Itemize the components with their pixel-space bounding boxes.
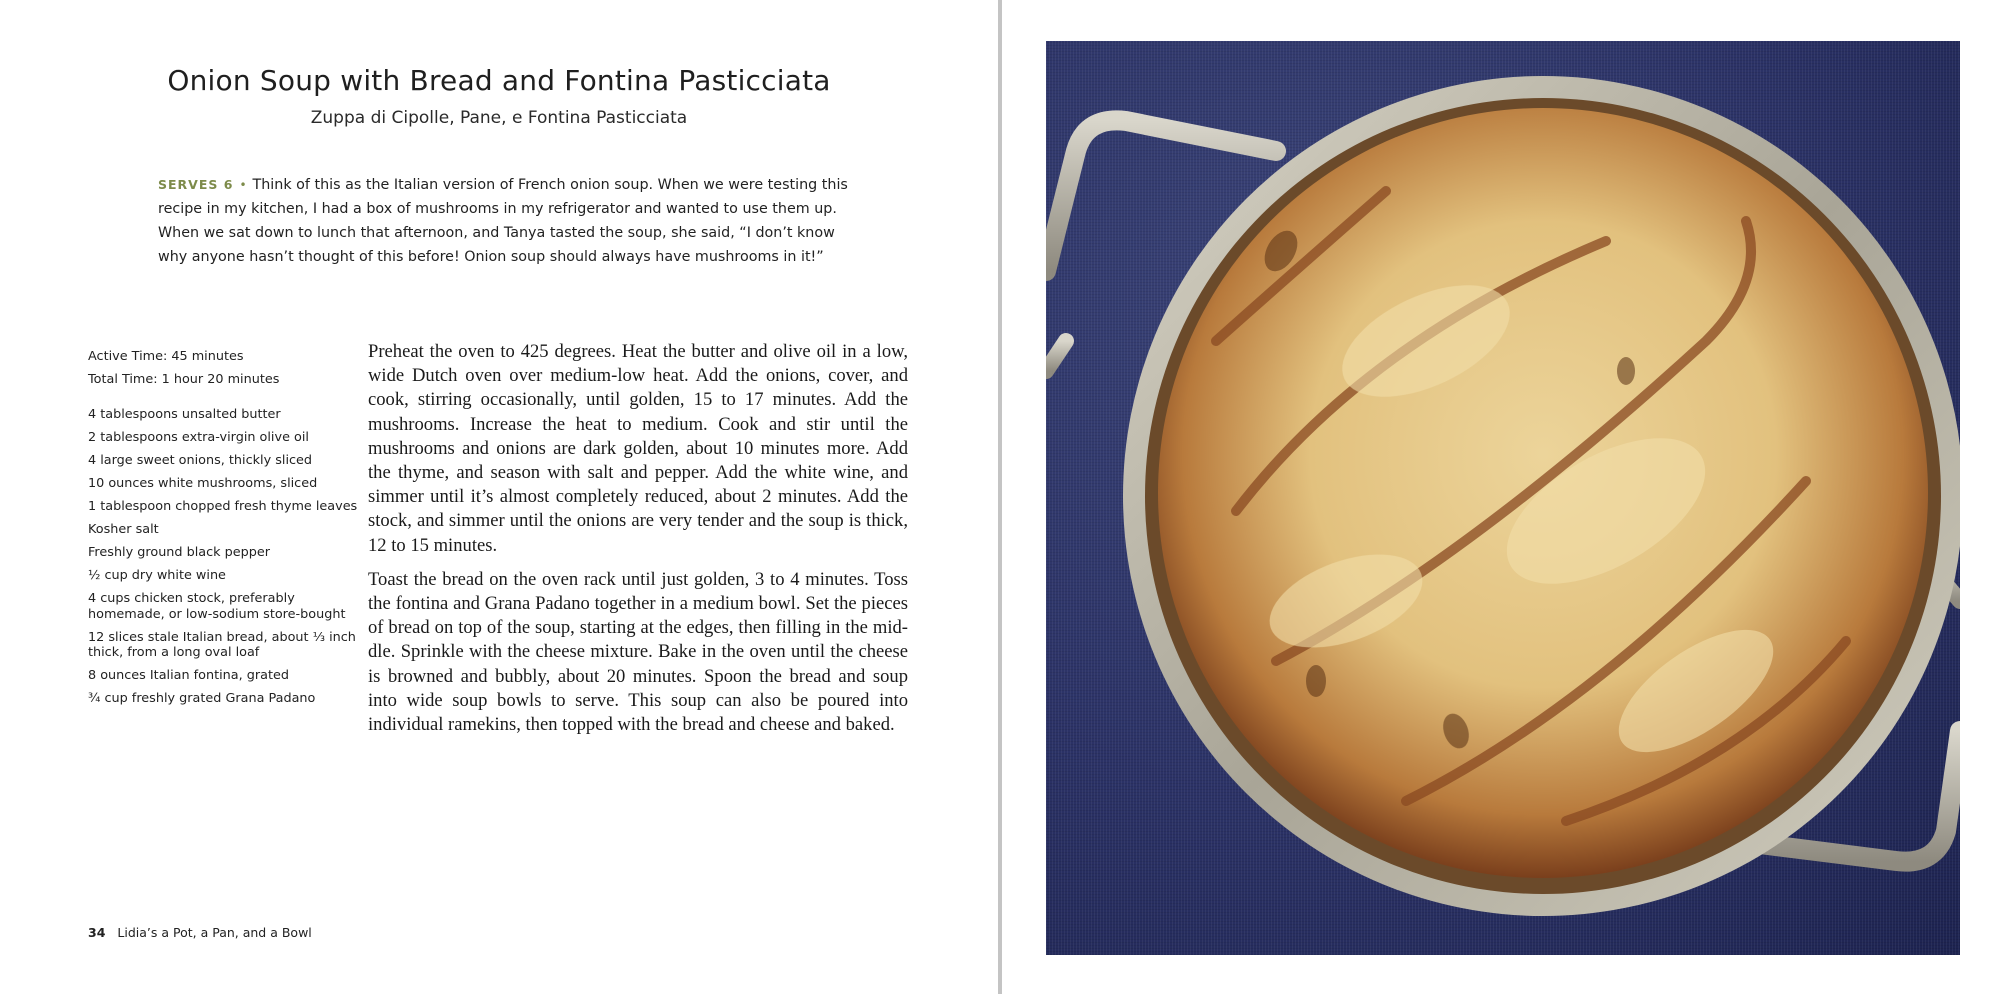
ingredient-list — [88, 407, 358, 714]
soup-pan-illustration — [1046, 41, 1960, 955]
ingredient-item: 2 tablespoons extra-virgin olive oil — [88, 430, 309, 445]
ingredient-item: 4 tablespoons unsalted butter — [88, 407, 281, 422]
bullet-separator: • — [239, 178, 247, 192]
active-time: Active Time: 45 minutes — [88, 349, 244, 364]
ingredient-item: 4 cups chicken stock, preferably homemade, or low-sodium store-bought — [88, 591, 346, 622]
ingredient-item: Kosher salt — [88, 522, 159, 537]
total-time: Total Time: 1 hour 20 minutes — [88, 372, 280, 387]
method-paragraph: Toast the bread on the oven rack until just golden, 3 to 4 minutes. Toss the fontina and Grana Padano together in a medium bowl. Set the pieces of bread on top of the soup, starting at the edges, then filling in the middle. Sprinkle with the cheese mixture. Bake in the oven until the cheese is browned and bubbly, about 20 minutes. Spoon the bread and soup into wide soup bowls to serve. This soup can also be poured into individual ramekins, then topped with the bread and cheese and baked. — [368, 568, 908, 736]
method-paragraph: Preheat the oven to 425 degrees. Heat the butter and olive oil in a low, wide Dutch oven over medium-low heat. Add the onions, cover, and cook, stirring occasionally, until golden, 15 to 17 minutes. Add the mushrooms. Increase the heat to medium. Cook and stir until the mushrooms and onions are dark golden, about 10 minutes more. Add the thyme, and season with salt and pepper. Add the white wine, and simmer until it’s almost completely reduced, about 2 minutes. Add the stock, and simmer until the onions are very tender and the soup is thick, 12 to 15 minutes. — [368, 341, 908, 556]
recipe-times — [88, 345, 358, 391]
recipe-subtitle: Zuppa di Cipolle, Pane, e Fontina Pasticciata — [310, 108, 688, 128]
method-text — [368, 340, 908, 747]
serves-label: SERVES 6 — [158, 177, 234, 192]
ingredient-item: 12 slices stale Italian bread, about ⅓ inch thick, from a long oval loaf — [88, 629, 356, 660]
page-footer — [88, 925, 312, 940]
ingredient-item: Freshly ground black pepper — [88, 545, 271, 560]
ingredient-item: 8 ounces Italian fontina, grated — [88, 668, 290, 683]
ingredient-item: 4 large sweet onions, thickly sliced — [88, 453, 313, 468]
ingredient-item: ½ cup dry white wine — [88, 568, 226, 583]
book-title: Lidia’s a Pot, a Pan, and a Bowl — [117, 925, 312, 940]
headnote — [158, 173, 848, 269]
right-page — [1002, 0, 2000, 994]
recipe-photo — [1046, 41, 1960, 955]
headnote-text: Think of this as the Italian version of French onion soup. When we were testing this recipe in my kitchen, I had a box of mushrooms in my refrigerator and wanted to use them up. When we sat down to lunch that afternoon, and Tanya tasted the soup, she said, “I don’t know why anyone hasn’t thought of this before! Onion soup should always have mushrooms in it!” — [158, 177, 848, 265]
page-number: 34 — [88, 925, 106, 940]
recipe-title: Onion Soup with Bread and Fontina Pasticciata — [167, 64, 831, 97]
ingredient-item: 10 ounces white mushrooms, sliced — [88, 476, 318, 491]
ingredient-item: 1 tablespoon chopped fresh thyme leaves — [88, 499, 358, 514]
left-page — [0, 0, 998, 994]
ingredient-item: ¾ cup freshly grated Grana Padano — [88, 691, 316, 706]
